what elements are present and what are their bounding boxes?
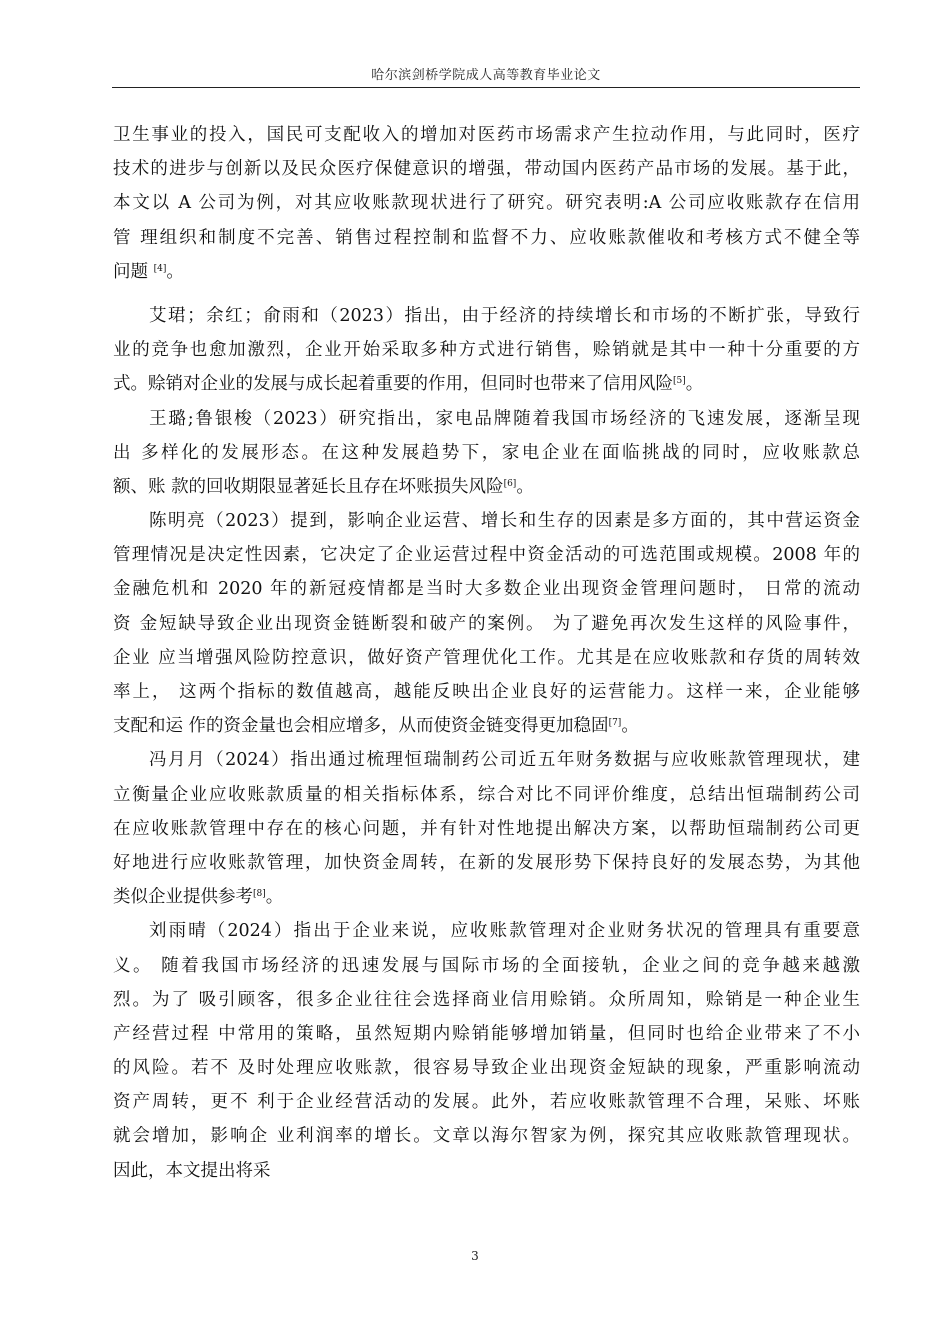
line-text: 出 多样化的发展形态。在这种发展趋势下，家电企业在面临挑战的同时，应收账款总 bbox=[113, 442, 860, 463]
text-line bbox=[113, 675, 860, 709]
text-line bbox=[113, 402, 860, 436]
text-line bbox=[113, 367, 860, 401]
text-line bbox=[113, 1017, 860, 1051]
text-line bbox=[113, 1051, 860, 1085]
line-text: 企业 应当增强风险防控意识，做好资产管理优化工作。尤其是在应收账款和存货的周转效 bbox=[113, 647, 860, 668]
line-text: 管理情况是决定性因素，它决定了企业运营过程中资金活动的可选范围或规模。2008 年的 bbox=[113, 545, 860, 566]
line-text: 支配和运 作的资金量也会相应增多，从而使资金链变得更加稳固 bbox=[113, 716, 609, 737]
text-line bbox=[113, 255, 860, 289]
line-text: 问题 bbox=[113, 261, 154, 282]
text-line bbox=[113, 641, 860, 675]
text-line bbox=[113, 778, 860, 812]
sentence-end: 。 bbox=[621, 716, 639, 737]
header-rule bbox=[112, 87, 860, 88]
line-text: 卫生事业的投入，国民可支配收入的增加对医药市场需求产生拉动作用，与此同时，医疗 bbox=[113, 125, 860, 145]
text-line bbox=[113, 914, 860, 948]
line-text: 式。赊销对企业的发展与成长起着重要的作用，但同时也带来了信用风险 bbox=[113, 374, 673, 395]
line-text: 业的竞争也愈加激烈，企业开始采取多种方式进行销售，赊销就是其中一种十分重要的方 bbox=[113, 340, 860, 361]
line-text: 的风险。若不 及时处理应收账款，很容易导致企业出现资金短缺的现象，严重影响流动 bbox=[113, 1058, 860, 1079]
line-text: 率上， 这两个指标的数值越高，越能反映出企业良好的运营能力。这样一来，企业能够 bbox=[113, 682, 860, 702]
paragraph bbox=[113, 504, 860, 743]
line-text: 额、账 款的回收期限显著延长且存在坏账损失风险 bbox=[113, 476, 504, 497]
line-text: 类似企业提供参考 bbox=[113, 887, 253, 908]
text-line bbox=[113, 152, 860, 186]
page-number: 3 bbox=[471, 1249, 479, 1263]
running-header: 哈尔滨剑桥学院成人高等教育毕业论文 bbox=[371, 68, 601, 83]
text-line bbox=[113, 983, 860, 1017]
citation-marker: [7] bbox=[608, 718, 622, 729]
text-line bbox=[113, 949, 860, 983]
line-text: 义。 随着我国市场经济的迅速发展与国际市场的全面接轨，企业之间的竞争越来越激 bbox=[113, 955, 860, 976]
text-line bbox=[113, 607, 860, 641]
citation-marker: [4] bbox=[153, 263, 167, 274]
text-line bbox=[113, 1154, 860, 1188]
line-text: 本文以 A 公司为例，对其应收账款现状进行了研究。研究表明:A 公司应收账款存在信用 bbox=[113, 193, 860, 214]
paragraph-gap bbox=[113, 289, 860, 299]
line-text: 产经营过程 中常用的策略，虽然短期内赊销能够增加销量，但同时也给企业带来了不小 bbox=[113, 1023, 860, 1044]
paragraph bbox=[113, 914, 860, 1188]
text-line bbox=[113, 743, 860, 777]
line-text: 艾珺；余红；俞雨和（2023）指出，由于经济的持续增长和市场的不断扩张，导致行 bbox=[149, 305, 860, 326]
text-line bbox=[113, 709, 860, 743]
line-text: 金融危机和 2020 年的新冠疫情都是当时大多数企业出现资金管理问题时， 日常的流动 bbox=[113, 579, 860, 600]
line-text: 好地进行应收账款管理，加快资金周转，在新的发展形势下保持良好的发展态势，为其他 bbox=[113, 852, 860, 873]
sentence-end: 。 bbox=[685, 374, 704, 395]
line-text: 刘雨晴（2024）指出于企业来说，应收账款管理对企业财务状况的管理具有重要意 bbox=[149, 921, 860, 942]
body-text bbox=[113, 118, 860, 1188]
text-line bbox=[113, 299, 860, 333]
text-line bbox=[113, 1085, 860, 1119]
sentence-end: 。 bbox=[166, 261, 184, 282]
text-line bbox=[113, 221, 860, 255]
text-line bbox=[113, 436, 860, 470]
sentence-end: 。 bbox=[265, 887, 284, 908]
text-line bbox=[113, 880, 860, 914]
text-line bbox=[113, 470, 860, 504]
text-line bbox=[113, 333, 860, 367]
line-text: 就会增加，影响企 业利润率的增长。文章以海尔智家为例，探究其应收账款管理现状。 bbox=[113, 1126, 860, 1147]
line-text: 冯月月（2024）指出通过梳理恒瑞制药公司近五年财务数据与应收账款管理现状，建 bbox=[149, 750, 860, 771]
line-text: 王璐;鲁银梭（2023）研究指出，家电品牌随着我国市场经济的飞速发展，逐渐呈现 bbox=[149, 408, 860, 429]
line-text: 管 理组织和制度不完善、销售过程控制和监督不力、应收账款催收和考核方式不健全等 bbox=[113, 227, 860, 248]
sentence-end: 。 bbox=[516, 476, 534, 497]
paragraph bbox=[113, 743, 860, 914]
line-text: 陈明亮（2023）提到，影响企业运营、增长和生存的因素是多方面的，其中营运资金 bbox=[149, 511, 860, 532]
text-line bbox=[113, 538, 860, 572]
citation-marker: [6] bbox=[503, 478, 517, 489]
text-line bbox=[113, 186, 860, 220]
text-line bbox=[113, 118, 860, 152]
text-line bbox=[113, 572, 860, 606]
text-line bbox=[113, 504, 860, 538]
line-text: 技术的进步与创新以及民众医疗保健意识的增强，带动国内医药产品市场的发展。基于此， bbox=[113, 159, 860, 180]
line-text: 烈。为了 吸引顾客，很多企业往往会选择商业信用赊销。众所周知，赊销是一种企业生 bbox=[113, 989, 860, 1010]
line-text: 立衡量企业应收账款质量的相关指标体系，综合对比不同评价维度，总结出恒瑞制药公司 bbox=[113, 784, 860, 805]
paragraph bbox=[113, 118, 860, 289]
line-text: 因此，本文提出将采 bbox=[113, 1160, 271, 1181]
paragraph bbox=[113, 299, 860, 402]
text-line bbox=[113, 1119, 860, 1153]
citation-marker: [5] bbox=[673, 376, 686, 387]
line-text: 在应收账款管理中存在的核心问题，并有针对性地提出解决方案，以帮助恒瑞制药公司更 bbox=[113, 818, 860, 839]
paragraph bbox=[113, 402, 860, 505]
text-line bbox=[113, 812, 860, 846]
line-text: 资 金短缺导致企业出现资金链断裂和破产的案例。 为了避免再次发生这样的风险事件， bbox=[113, 613, 860, 634]
citation-marker: [8] bbox=[253, 889, 266, 900]
text-line bbox=[113, 846, 860, 880]
line-text: 资产周转，更不 利于企业经营活动的发展。此外，若应收账款管理不合理，呆账、坏账 bbox=[113, 1092, 860, 1113]
